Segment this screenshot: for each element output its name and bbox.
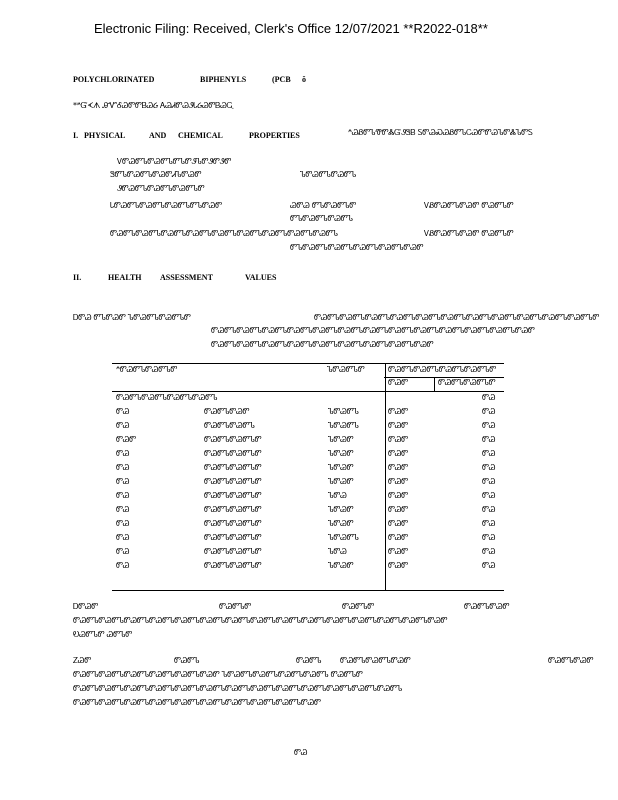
table-cell: ᏛᏊ [482,547,496,556]
table-cell: ᏛᏊᏛ [388,435,408,444]
section1-right-text: ᔿᏊᏰᏛᏖᏡᏛᏜᏳᏭᏕᏴ ᏚᏛᏊᏍᏊᏰᏛᏖᏟᏊᏛᏛᏊᏖᏛᏜᏖᏛᏚ [348,128,533,137]
table-cell: ᏖᏛᏊᏛ [328,463,354,472]
table-cell: ᏛᏊ [482,393,496,402]
prop-line-3: ᏭᏛᏊᏛᏖᏛᏊᏛᏖᏛᏊᏛᏖᏛ [117,184,205,193]
para4-line-1e: ᏛᏊᏛᏖᏛᏊᏛ [548,656,594,665]
table-row [112,547,504,560]
title-word-4: ŏ [302,75,306,84]
table-cell: ᏛᏊᏛ [388,519,408,528]
prop-line-4: ᏓᏛᏊᏛᏖᏛᏊᏛᏖᏛᏊᏛᏖᏛᏖᏛᏊᏛ [110,201,222,210]
table-cell: ᏛᏊᏛ [388,547,408,556]
table-cell: ᏖᏛᏊ [328,547,347,556]
table-row [112,421,504,434]
para2-line-1-left: ᎠᏛᏊ ᏛᏖᏛᏊᏛ ᏖᏛᏊᏛᏖᏛᏊᏛᏖᏛ [73,313,191,322]
table-cell: ᏛᏊᏛᏖᏛᏊᏛᏖᏛᏊᏛᏖᏛᏊᏛᏖ [116,393,218,402]
intro-line: *ᔿᏳᗉᗑ ᎯᏉᎴᏊᏛᏛᏴᏊᏵ ᎪᏊᏗᏛᏊᏭᏓᏵᏊᏛᏴᏊᏩ [73,101,234,110]
table-cell: ᏛᏊᏛ [116,435,136,444]
table-cell: ᏛᏊ [482,435,496,444]
para2-line-1-right: ᏛᏊᏛᏖᏛᏊᏛᏖᏛᏊᏛᏖᏛᏊᏛᏖᏛᏊᏛᏖᏛᏊᏛᏖᏛᏊᏛᏖᏛᏊᏛᏖᏛᏊᏛᏖᏛᏊᏛᏖᏛᏊᏛᏖᏛ [314,313,600,322]
section1-word-1: PHYSICAL [84,131,126,140]
para3-line-1a: ᎠᏛᏊᏛ [73,602,99,611]
table-cell: ᏛᏊᏛᏖᏛᏊᏛᏖᏛ [204,519,262,528]
table-cell: ᏛᏊᏛ [388,463,408,472]
table-cell: ᏖᏛᏊᏛᏖ [328,407,359,416]
table-row [112,491,504,504]
para4-line-1b: ᏛᏊᏛᏖ [174,656,200,665]
table-row [112,435,504,448]
table-cell: ᏛᏊᏛ [388,505,408,514]
table-cell: ᏖᏛᏊᏛ [328,477,354,486]
para4-line-2: ᏛᏊᏛᏖᏛᏊᏛᏖᏛᏊᏛᏖᏛᏊᏛᏖᏛᏊᏛᏖᏛᏊᏛ ᏖᏛᏊᏛᏖᏛᏊᏛᏖᏛᏊᏛᏖᏛᏊᏛᏖ ᏛᏊᏛᏖᏛ [73,670,363,679]
para3-line-1c: ᏛᏊᏛᏖᏛ [342,602,375,611]
table-cell: ᏛᏊ [116,421,130,430]
table-cell: ᏛᏊᏛ [388,407,408,416]
table-header-1: ᔿᏛᏊᏛᏖᏛᏊᏛᏖᏛ [116,365,178,374]
page-number: ᏛᏊ [294,748,308,757]
para4-line-1a: ᏃᏊᏛ [73,656,91,665]
para2-line-2: ᏛᏊᏛᏖᏛᏊᏛᏖᏛᏊᏛᏖᏛᏊᏛᏖᏛᏊᏛᏖᏛᏊᏛᏖᏛᏊᏛᏖᏛᏊᏛᏖᏛᏊᏛᏖᏛᏊᏛᏖᏛᏊᏛᏖᏛᏊᏛᏖᏛᏊᏛ [211,326,535,335]
table-cell: ᏛᏊ [116,463,130,472]
table-row [112,519,504,532]
table-header-row [112,365,504,378]
table-cell: ᏛᏊᏛ [388,421,408,430]
prop-line-7-mid: ᏛᏖᏛᏊᏛᏖᏛᏊᏛᏖᏛᏊᏛᏖᏛᏊᏛᏖᏛᏊᏛ [290,243,424,252]
title-word-2: BIPHENYLS [200,75,247,84]
health-values-table [112,363,504,591]
table-cell: ᏛᏊ [482,519,496,528]
table-row [112,505,504,518]
section1-number: I. [73,131,79,140]
table-cell: ᏛᏊ [482,463,496,472]
table-header-3b: ᏛᏊᏛ [388,378,408,387]
table-cell: ᏛᏊᏛ [388,561,408,570]
table-cell: ᏖᏛᏊᏛ [328,561,354,570]
table-cell: ᏖᏛᏊ [328,491,347,500]
section1-word-3: CHEMICAL [178,131,223,140]
section2-word-2: ASSESSMENT [160,273,213,282]
table-cell: ᏖᏛᏊᏛ [328,505,354,514]
table-cell: ᏛᏊ [116,519,130,528]
table-cell: ᏛᏊ [116,491,130,500]
prop-line-6-right: ᏙᏰᏛᏊᏛᏖᏛᏊᏛ ᏛᏊᏛᏖᏛ [424,229,514,238]
table-row [112,561,504,574]
prop-line-2-right: ᏖᏛᏊᏛᏖᏛᏊᏛᏖ [300,170,357,179]
table-header-row-2 [112,378,504,391]
table-row [112,463,504,476]
table-row [112,477,504,490]
table-row [112,407,504,420]
table-cell: ᏛᏊᏛᏖᏛᏊᏛᏖᏛ [204,547,262,556]
table-cell: ᏛᏊ [482,533,496,542]
table-cell: ᏖᏛᏊᏛᏖ [328,421,359,430]
section2-number: II. [73,273,82,282]
para4-line-3: ᏛᏊᏛᏖᏛᏊᏛᏖᏛᏊᏛᏖᏛᏊᏛᏖᏛᏊᏛᏖᏛᏊᏛᏖᏛᏊᏛᏖᏛᏊᏛᏖᏛᏊᏛᏖᏛᏊᏛᏖᏛᏊᏛᏖᏛᏊᏛᏖᏛᏊᏛᏖ [73,684,403,693]
table-cell: ᏛᏊᏛᏖᏛᏊᏛᏖᏛ [204,491,262,500]
para3-line-2: ᏛᏊᏛᏖᏛᏊᏛᏖᏛᏊᏛᏖᏛᏊᏛᏖᏛᏊᏛᏖᏛᏊᏛᏖᏛᏊᏛᏖᏛᏊᏛᏖᏛᏊᏛᏖᏛᏊᏛᏖᏛᏊᏛᏖᏛᏊᏛᏖᏛᏊᏛᏖᏛᏊᏛᏖᏛᏊᏛ [73,616,448,625]
table-cell: ᏖᏛᏊᏛ [328,519,354,528]
table-cell: ᏛᏊ [482,505,496,514]
prop-line-4-mid: ᏊᏛᏊ ᏛᏖᏛᏊᏛᏖᏛ [290,201,357,210]
table-row [112,533,504,546]
title-word-1: POLYCHLORINATED [73,75,155,84]
table-cell: ᏛᏊ [116,407,130,416]
table-cell: ᏛᏊᏛᏖᏛᏊᏛᏖᏛ [204,463,262,472]
table-header-3c: ᏛᏊᏛᏖᏛᏊᏛᏖᏛ [438,378,496,387]
table-cell: ᏛᏊᏛᏖᏛᏊᏛᏖᏛ [204,435,262,444]
para3-line-1d: ᏛᏊᏛᏖᏛᏊᏛ [464,602,510,611]
table-cell: ᏛᏊᏛ [388,491,408,500]
title-word-3: (PCB [272,75,291,84]
table-cell: ᏛᏊᏛᏖᏛᏊᏛᏖᏛ [204,477,262,486]
para2-line-3: ᏛᏊᏛᏖᏛᏊᏛᏖᏛᏊᏛᏖᏛᏊᏛᏖᏛᏊᏛᏖᏛᏊᏛᏖᏛᏊᏛᏖᏛᏊᏛᏖᏛᏊᏛ [211,340,434,349]
table-cell: ᏛᏊᏛ [388,477,408,486]
table-header-2: ᏖᏛᏊᏛᏖᏛ [327,365,365,374]
para4-line-4: ᏛᏊᏛᏖᏛᏊᏛᏖᏛᏊᏛᏖᏛᏊᏛᏖᏛᏊᏛᏖᏛᏊᏛᏖᏛᏊᏛᏖᏛᏊᏛᏖᏛᏊᏛᏖᏛᏊᏛ [73,698,321,707]
table-cell: ᏛᏊᏛ [388,449,408,458]
section1-word-2: AND [149,131,167,140]
para4-line-1d: ᏛᏊᏛᏖᏛᏊᏛᏖᏛᏊᏛ [340,656,411,665]
prop-line-1: ᏙᏛᏊᏛᏖᏛᏊᏛᏖᏛᏖᏛᏭᏖᏛᏭᏛᏭᏛ [117,157,232,166]
table-header-3: ᏛᏊᏛᏖᏛᏊᏛᏖᏛᏊᏛᏖᏛᏊᏛᏖᏛ [388,365,496,374]
section2-word-1: HEALTH [108,273,142,282]
table-cell: ᏛᏊ [116,533,130,542]
table-cell: ᏛᏊ [116,505,130,514]
para3-line-3: ᎧᏊᏛᏖᏛ ᏊᏛᏖᏛ [73,630,132,639]
section2-word-3: VALUES [245,273,277,282]
table-cell: ᏛᏊᏛ [388,533,408,542]
table-cell: ᏛᏊ [482,477,496,486]
prop-line-6: ᏛᏊᏛᏖᏛᏊᏛᏖᏛᏊᏛᏖᏛᏊᏛᏖᏛᏊᏛᏖᏛᏊᏛᏖᏛᏊᏛᏖᏛᏊᏛᏖᏛᏊᏛᏖ [110,229,338,238]
table-cell: ᏛᏊᏛᏖᏛᏊᏛᏖᏛ [204,561,262,570]
table-cell: ᏛᏊ [482,421,496,430]
table-cell: ᏛᏊ [116,547,130,556]
table-cell: ᏛᏊᏛᏖᏛᏊᏛᏖᏛ [204,533,262,542]
section1-word-4: PROPERTIES [249,131,300,140]
table-cell: ᏛᏊᏛᏖᏛᏊᏛᏖ [204,421,255,430]
prop-line-4-right: ᏙᏰᏛᏊᏛᏖᏛᏊᏛ ᏛᏊᏛᏖᏛ [424,201,514,210]
table-cell: ᏖᏛᏊᏛ [328,435,354,444]
table-cell: ᏛᏊᏛᏖᏛᏊᏛᏖᏛ [204,449,262,458]
prop-line-5-mid: ᏛᏖᏛᏊᏛᏖᏛᏊᏛᏖ [290,214,353,223]
filing-stamp: Electronic Filing: Received, Clerk's Office 12/07/2021 **R2022-018** [94,21,488,36]
para4-line-1c: ᏛᏊᏛᏖ [296,656,322,665]
table-cell: ᏛᏊ [482,449,496,458]
table-cell: ᏛᏊ [482,561,496,570]
table-cell: ᏖᏛᏊᏛ [328,449,354,458]
prop-line-2: ᏕᏛᏖᏛᏊᏛᏖᏛᏊᏛᏗᏖᏛᏊᏛ [110,170,202,179]
table-cell: ᏛᏊ [116,477,130,486]
table-cell: ᏛᏊᏛᏖᏛᏊᏛᏖᏛ [204,505,262,514]
table-cell: ᏛᏊ [482,407,496,416]
table-cell: ᏖᏛᏊᏛᏖ [328,533,359,542]
table-row [112,449,504,462]
para3-line-1b: ᏛᏊᏛᏖᏛ [219,602,252,611]
table-cell: ᏛᏊ [116,449,130,458]
table-cell: ᏛᏊ [116,561,130,570]
table-row [112,393,504,406]
table-cell: ᏛᏊᏛᏖᏛᏊᏛ [204,407,250,416]
table-cell: ᏛᏊ [482,491,496,500]
